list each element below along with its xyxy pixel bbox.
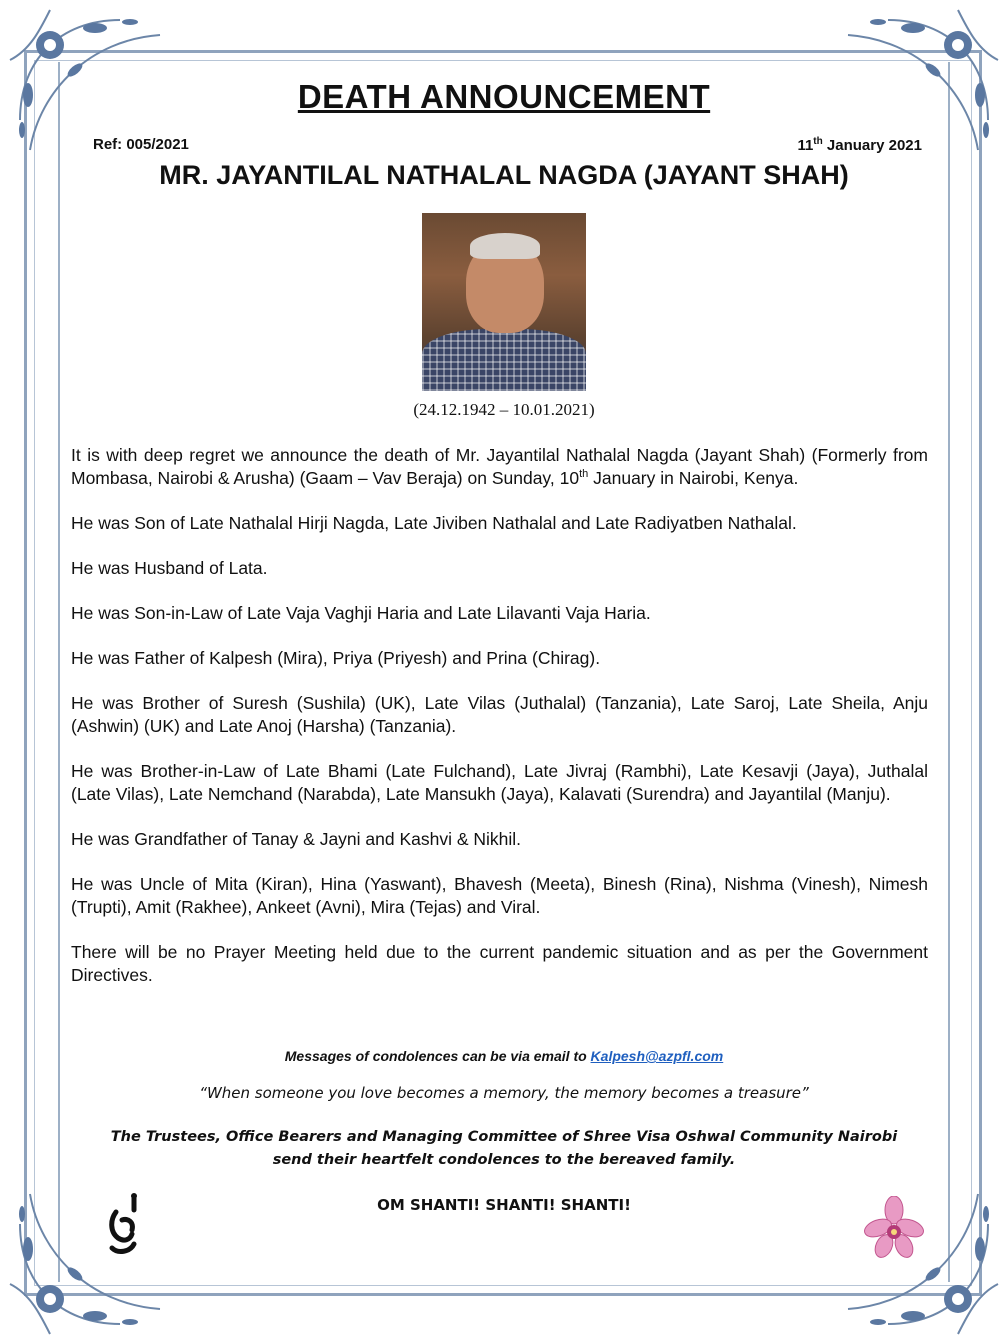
orchid-flower-icon [864,1196,924,1262]
paragraph-prayer-meeting: There will be no Prayer Meeting held due to the current pandemic situation and as per the Government Directives. [71,942,928,985]
paragraph-brother-in-law: He was Brother-in-Law of Late Bhami (Late Fulchand), Late Jivraj (Rambhi), Late Kesavji (Jaya), Juthalal (Late Vilas), Late Nemchand (Narabda), Late Mansukh (Jaya), Kalavati (Surendra) and Jayantilal (Manju). [71,761,928,804]
paragraph-father-of: He was Father of Kalpesh (Mira), Priya (Priyesh) and Prina (Chirag). [71,648,601,668]
condolence-email-line: Messages of condolences can be via email to Kalpesh@azpfl.com [284,1048,724,1064]
paragraph-grandfather-of: He was Grandfather of Tanay & Jayni and Kashvi & Nikhil. [71,829,522,849]
paragraph-brother-of: He was Brother of Suresh (Sushila) (UK), Late Vilas (Juthalal) (Tanzania), Late Saroj, Late Sheila, Anju (Ashwin) (UK) and Late Anoj (Harsha) (Tanzania). [71,693,928,736]
paragraph-son-of: He was Son of Late Nathalal Hirji Nagda, Late Jiviben Nathalal and Late Radiyatben Nathalal. [71,513,797,533]
reference-number: Ref: 005/2021 [93,136,189,153]
email-link[interactable]: Kalpesh@azpfl.com [590,1048,724,1064]
announcement-body [71,444,928,1009]
jain-om-symbol-icon [104,1190,144,1260]
om-shanti-text: OM SHANTI! SHANTI! SHANTI! [377,1196,631,1214]
trustees-message: The Trustees, Office Bearers and Managing Committee of Shree Visa Oshwal Community Nairobi send their heartfelt condolences to the bereaved family. [110,1129,898,1168]
floral-corner-icon [0,1164,180,1344]
page-title: DEATH ANNOUNCEMENT [297,78,711,115]
deceased-name: MR. JAYANTILAL NATHALAL NAGDA (JAYANT SHAH) [159,160,849,190]
paragraph-announcement: It is with deep regret we announce the death of Mr. Jayantilal Nathalal Nagda (Jayant Shah) (Formerly from Mombasa, Nairobi & Arusha) (Gaam – Vav Beraja) on Sunday, 10th January in Nairobi, Kenya. [71,445,928,488]
memorial-quote: “When someone you love becomes a memory, the memory becomes a treasure” [199,1084,809,1102]
portrait-photo [422,213,586,391]
paragraph-husband-of: He was Husband of Lata. [71,558,268,578]
announcement-date: 11th January 2021 [797,136,922,154]
life-dates: (24.12.1942 – 10.01.2021) [413,400,595,419]
paragraph-uncle-of: He was Uncle of Mita (Kiran), Hina (Yaswant), Bhavesh (Meeta), Binesh (Rina), Nishma (Vinesh), Nimesh (Trupti), Amit (Rakhee), Ankeet (Avni), Mira (Tejas) and Viral. [71,874,928,917]
paragraph-son-in-law: He was Son-in-Law of Late Vaja Vaghji Haria and Late Lilavanti Vaja Haria. [71,603,651,623]
